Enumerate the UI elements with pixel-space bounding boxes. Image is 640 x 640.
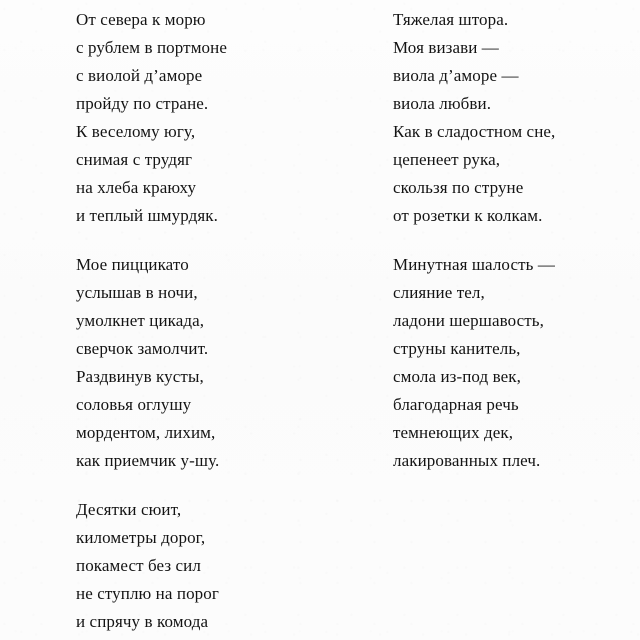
poem-line: услышав в ночи, bbox=[76, 283, 198, 302]
poem-line: умолкнет цикада, bbox=[76, 311, 205, 330]
stanza bbox=[393, 6, 640, 230]
right-column bbox=[317, 0, 640, 475]
poem-line: соловья оглушу bbox=[76, 395, 192, 414]
poem-line: Минутная шалость — bbox=[393, 255, 555, 274]
poem-line: К веселому югу, bbox=[76, 122, 196, 141]
poem-line: не ступлю на порог bbox=[76, 584, 219, 603]
poem-line: Тяжелая штора. bbox=[393, 10, 509, 29]
poem-line: смола из-под век, bbox=[393, 367, 522, 386]
poem-line: От севера к морю bbox=[76, 10, 206, 29]
poem-line: километры дорог, bbox=[76, 528, 206, 547]
poem-line: с рублем в портмоне bbox=[76, 38, 227, 57]
poem-line: Раздвинув кусты, bbox=[76, 367, 204, 386]
poem-line: темнеющих дек, bbox=[393, 423, 514, 442]
poem-line: с виолой д’аморе bbox=[76, 66, 203, 85]
poem-line: струны канитель, bbox=[393, 339, 521, 358]
poem-line: Мое пиццикато bbox=[76, 255, 189, 274]
poem-line: Моя визави — bbox=[393, 38, 499, 57]
poem-line: на хлеба краюху bbox=[76, 178, 197, 197]
stanza bbox=[393, 251, 640, 475]
poem-line: лакированных плеч. bbox=[393, 451, 541, 470]
poem-line: виола д’аморе — bbox=[393, 66, 519, 85]
stanza bbox=[76, 251, 317, 475]
poem-line: снимая с трудяг bbox=[76, 150, 193, 169]
poem-line: и спрячу в комода bbox=[76, 612, 209, 631]
poem-line: цепенеет рука, bbox=[393, 150, 501, 169]
poem-line: от розетки к колкам. bbox=[393, 206, 543, 225]
poem-line: скользя по струне bbox=[393, 178, 524, 197]
poem-line: как приемчик у-шу. bbox=[76, 451, 220, 470]
poem-line: и теплый шмурдяк. bbox=[76, 206, 218, 225]
poem-line: Десятки сюит, bbox=[76, 500, 182, 519]
poem-line: Как в сладостном сне, bbox=[393, 122, 556, 141]
poem-line: виола любви. bbox=[393, 94, 492, 113]
poem-line: покамест без сил bbox=[76, 556, 201, 575]
left-column bbox=[0, 0, 317, 636]
poem-line: слияние тел, bbox=[393, 283, 485, 302]
poem-line: мордентом, лихим, bbox=[76, 423, 216, 442]
stanza bbox=[76, 6, 317, 230]
stanza bbox=[76, 496, 317, 636]
poem-line: благодарная речь bbox=[393, 395, 519, 414]
poem-line: ладони шершавость, bbox=[393, 311, 545, 330]
poem-line: пройду по стране. bbox=[76, 94, 209, 113]
poem-line: сверчок замолчит. bbox=[76, 339, 209, 358]
